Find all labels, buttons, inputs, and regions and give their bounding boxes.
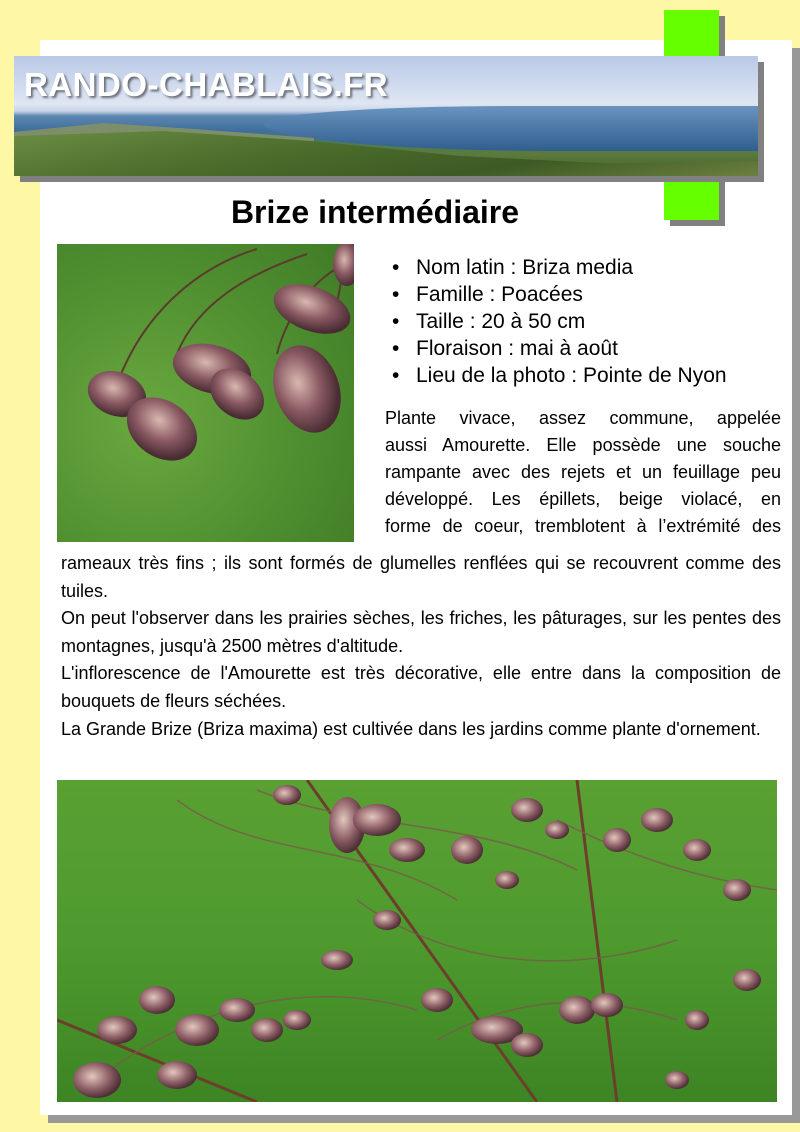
description-intro	[385, 405, 781, 540]
description-paragraph: On peut l'observer dans les prairies sèches, les friches, les pâturages, sur les pentes des montagnes, jusqu'à 2500 mètres d'altitude.	[61, 608, 781, 656]
description-paragraph: rameaux très fins ; ils sont formés de glumelles renflées qui se recouvrent comme des tuiles.	[61, 553, 781, 601]
description-paragraph: L'inflorescence de l'Amourette est très décorative, elle entre dans la composition de bouquets de fleurs séchées.	[61, 663, 781, 711]
description-line: Plante vivace, assez commune, appelée	[385, 408, 781, 428]
description-paragraph: La Grande Brize (Briza maxima) est cultivée dans les jardins comme plante d'ornement.	[61, 718, 761, 739]
description-line: rampante avec des rejets et un feuillage peu	[385, 462, 781, 482]
description-line: aussi Amourette. Elle possède une souche	[385, 435, 781, 455]
info-flowering: • Floraison : mai à août	[392, 335, 727, 362]
spikelets-illustration	[57, 244, 354, 542]
info-family: • Famille : Poacées	[392, 281, 727, 308]
plant-photo-closeup	[57, 244, 354, 542]
page-title: Brize intermédiaire	[230, 194, 520, 230]
info-size: • Taille : 20 à 50 cm	[392, 308, 727, 335]
description-line: développé. Les épillets, beige violacé, en	[385, 489, 781, 509]
info-photo-location: • Lieu de la photo : Pointe de Nyon	[392, 362, 727, 389]
description-line: forme de coeur, tremblotent à l’extrémité des	[385, 516, 781, 536]
description-body	[61, 550, 781, 743]
plant-info-list	[392, 254, 727, 389]
plant-photo-meadow	[57, 780, 777, 1102]
meadow-illustration	[57, 780, 777, 1102]
site-title: RANDO-CHABLAIS.FR	[24, 66, 389, 103]
info-latin-name: • Nom latin : Briza media	[392, 254, 727, 281]
